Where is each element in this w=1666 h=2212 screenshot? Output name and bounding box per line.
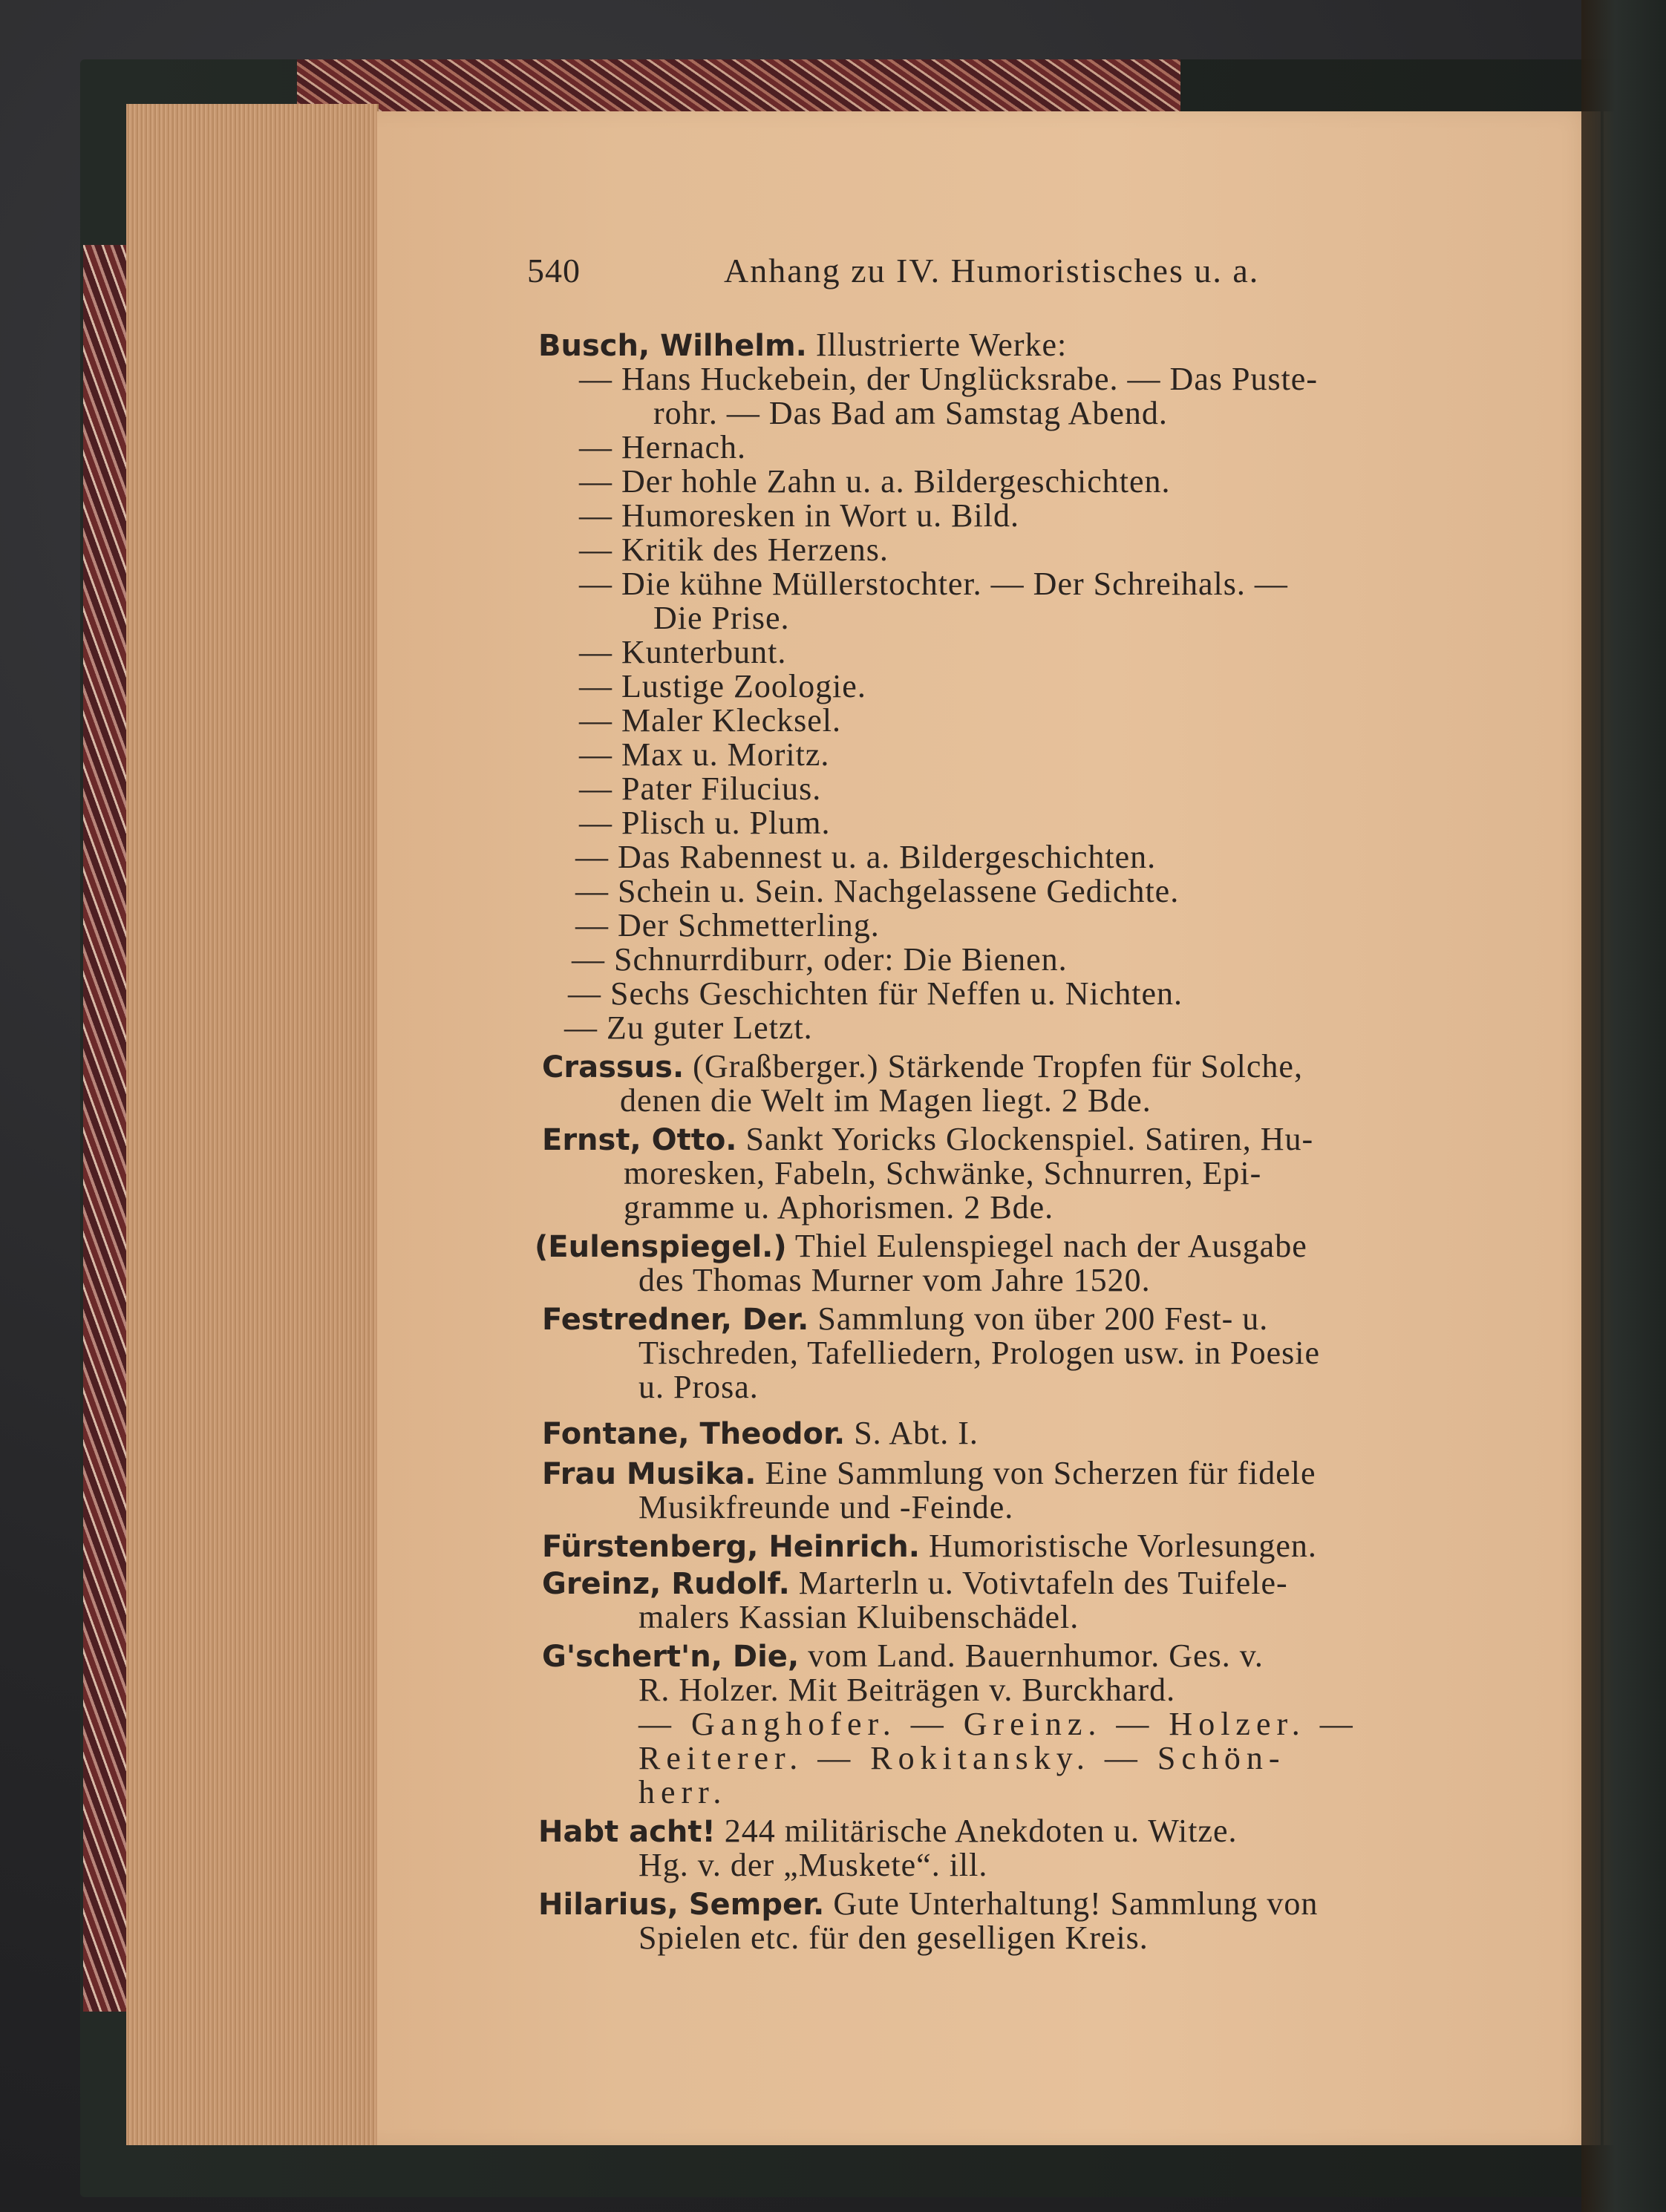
gutter-shadow (1581, 0, 1666, 2212)
entry-text: Gute Unterhaltung! Sammlung von (824, 1885, 1319, 1922)
entry-line: rohr. — Das Bad am Samstag Abend. (653, 395, 1168, 431)
entry-text: Sammlung von über 200 Fest- u. (808, 1300, 1269, 1337)
entry-busch (538, 327, 1067, 364)
page-number: 540 (527, 252, 581, 289)
entry-ernst (542, 1121, 1313, 1159)
entry-line: R. Holzer. Mit Beiträgen v. Burckhard. (638, 1672, 1176, 1708)
entry-text: Humoristische Vorlesungen. (919, 1528, 1317, 1564)
entry-line: — Das Rabennest u. a. Bildergeschichten. (575, 839, 1157, 875)
entry-author: (Eulenspiegel.) (535, 1230, 787, 1264)
entry-author: Fürstenberg, Heinrich. (542, 1530, 920, 1564)
entry-line: — Hernach. (579, 429, 747, 465)
entry-line: — Der hohle Zahn u. a. Bildergeschichten. (579, 463, 1171, 500)
entry-line: — Schnurrdiburr, oder: Die Bienen. (572, 941, 1068, 978)
entry-text: Eine Sammlung von Scherzen für fidele (756, 1455, 1316, 1491)
entry-line: Die Prise. (653, 600, 790, 636)
entry-author: Crassus. (542, 1050, 685, 1084)
running-title: Anhang zu IV. Humoristisches u. a. (724, 252, 1260, 289)
entry-line: — Ganghofer. — Greinz. — Holzer. — (638, 1706, 1359, 1742)
page-edges (126, 104, 379, 2145)
entry-author: Habt acht! (538, 1815, 716, 1849)
entry-line: — Max u. Moritz. (579, 736, 830, 773)
entry-line: — Hans Huckebein, der Unglücksrabe. — Das Puste- (579, 361, 1318, 397)
entry-text: vom Land. Bauernhumor. Ges. v. (799, 1637, 1264, 1674)
entry-line: herr. (638, 1774, 728, 1810)
entry-author: Hilarius, Semper. (538, 1888, 825, 1922)
entry-line: gramme u. Aphorismen. 2 Bde. (624, 1189, 1054, 1226)
entry-line: — Plisch u. Plum. (579, 805, 831, 841)
entry-eulenspiegel (535, 1228, 1307, 1266)
entry-line: — Kunterbunt. (579, 634, 787, 670)
entry-line: — Pater Filucius. (579, 770, 822, 807)
entry-author: Greinz, Rudolf. (542, 1567, 790, 1601)
entry-line: — Zu guter Letzt. (564, 1010, 813, 1046)
entry-line: — Kritik des Herzens. (579, 531, 889, 568)
entry-line: Tischreden, Tafelliedern, Prologen usw. in Poesie (638, 1335, 1321, 1371)
entry-gschertn (542, 1637, 1264, 1675)
entry-line: — Die kühne Müllerstochter. — Der Schreihals. — (579, 566, 1288, 602)
entry-fuerstenberg (542, 1528, 1317, 1565)
entry-hilarius (538, 1885, 1318, 1923)
entry-text: S. Abt. I. (845, 1415, 979, 1451)
entry-habt-acht (538, 1813, 1238, 1851)
entry-greinz (542, 1565, 1288, 1603)
marbled-endpaper-left (83, 245, 126, 2012)
entry-line: denen die Welt im Magen liegt. 2 Bde. (620, 1082, 1152, 1119)
entry-line: — Der Schmetterling. (575, 907, 880, 943)
entry-text: Marterln u. Votivtafeln des Tuifele- (789, 1565, 1288, 1601)
entry-text: Thiel Eulenspiegel nach der Ausgabe (786, 1228, 1307, 1264)
entry-line: — Maler Klecksel. (579, 702, 841, 739)
entry-author: Fontane, Theodor. (542, 1417, 846, 1451)
entry-author: G'schert'n, Die, (542, 1640, 800, 1674)
entry-author: Ernst, Otto. (542, 1123, 737, 1157)
entry-line: Musikfreunde und -Feinde. (638, 1489, 1014, 1525)
entry-line: — Lustige Zoologie. (579, 668, 866, 704)
entry-line: moresken, Fabeln, Schwänke, Schnurren, Epi- (624, 1155, 1262, 1191)
entry-author: Frau Musika. (542, 1457, 757, 1491)
entry-line: des Thomas Murner vom Jahre 1520. (638, 1262, 1151, 1298)
entry-text: (Graßberger.) Stärkende Tropfen für Solche, (684, 1048, 1303, 1084)
entry-line: u. Prosa. (638, 1369, 759, 1405)
entry-text: 244 militärische Anekdoten u. Witze. (715, 1813, 1238, 1849)
entry-frau-musika (542, 1455, 1316, 1493)
entry-line: — Humoresken in Wort u. Bild. (579, 497, 1019, 534)
entry-text: Illustrierte Werke: (806, 327, 1068, 363)
entry-text: Sankt Yoricks Glockenspiel. Satiren, Hu- (736, 1121, 1314, 1157)
entry-author: Festredner, Der. (542, 1303, 809, 1337)
entry-line: Spielen etc. für den geselligen Kreis. (638, 1920, 1149, 1956)
entry-line: Reiterer. — Rokitansky. — Schön- (638, 1740, 1286, 1776)
entry-author: Busch, Wilhelm. (538, 329, 807, 363)
marbled-endpaper-top (297, 59, 1180, 111)
entry-crassus (542, 1048, 1303, 1086)
entry-line: — Sechs Geschichten für Neffen u. Nichten. (568, 975, 1183, 1012)
entry-fontane (542, 1415, 979, 1453)
entry-line: Hg. v. der „Muskete“. ill. (638, 1847, 988, 1883)
entry-line: malers Kassian Kluibenschädel. (638, 1599, 1079, 1635)
entry-festredner (542, 1300, 1268, 1338)
entry-line: — Schein u. Sein. Nachgelassene Gedichte. (575, 873, 1180, 909)
